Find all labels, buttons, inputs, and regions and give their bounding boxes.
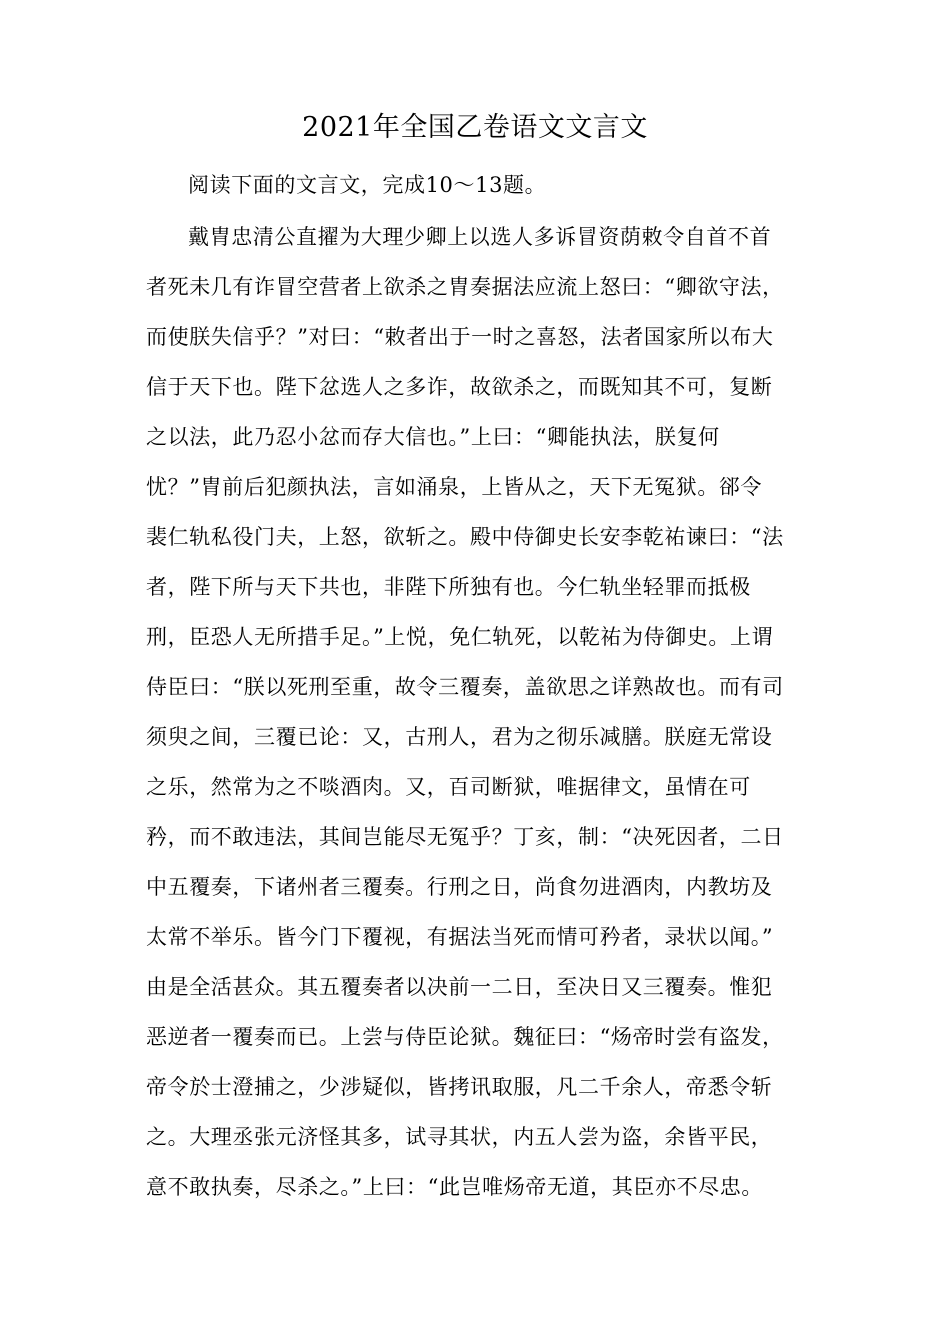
passage-line: 之以法，此乃忍小忿而存大信也。”上曰：“卿能执法，朕复何 bbox=[146, 425, 720, 449]
passage-line: 意不敢执奏，尽杀之。”上曰：“此岂唯炀帝无道，其臣亦不尽忠。 bbox=[146, 1175, 763, 1199]
passage-line: 中五覆奏，下诸州者三覆奏。行刑之日，尚食勿进酒肉，内教坊及 bbox=[146, 875, 773, 899]
passage-line: 戴胄忠清公直擢为大理少卿上以选人多诉冒资荫敕令自首不首 bbox=[188, 225, 772, 249]
passage-line: 须臾之间，三覆已论：又，古刑人，君为之彻乐减膳。朕庭无常设 bbox=[146, 725, 773, 749]
passage-line: 矜，而不敢违法，其间岂能尽无冤乎？丁亥，制：“决死因者，二日 bbox=[146, 825, 784, 849]
passage-line: 而使朕失信乎？”对曰：“敕者出于一时之喜怒，法者国家所以布大 bbox=[146, 325, 774, 349]
passage-line: 侍臣曰：“朕以死刑至重，故令三覆奏，盖欲思之详熟故也。而有司 bbox=[146, 675, 784, 699]
passage-line: 忧？”胄前后犯颜执法，言如涌泉，上皆从之，天下无冤狱。郤令 bbox=[146, 475, 763, 499]
passage-line: 者死未几有诈冒空营者上欲杀之胄奏据法应流上怒曰：“卿欲守法， bbox=[146, 275, 784, 299]
intro-paragraph bbox=[146, 160, 806, 210]
passage-line: 裴仁轨私役门夫，上怒，欲斩之。殿中侍御史长安李乾祐谏曰：“法 bbox=[146, 525, 784, 549]
passage-line: 刑，臣恐人无所措手足。”上悦，免仁轨死，以乾祐为侍御史。上谓 bbox=[146, 625, 774, 649]
passage-line: 太常不举乐。皆今门下覆视，有据法当死而情可矜者，录状以闻。” bbox=[146, 925, 774, 949]
passage-line: 之乐，然常为之不啖酒肉。又，百司断狱，唯据律文，虽情在可 bbox=[146, 775, 751, 799]
passage-line: 之。大理丞张元济怪其多，试寻其状，内五人尝为盗，余皆平民， bbox=[146, 1125, 773, 1149]
passage-line: 信于天下也。陛下忿选人之多诈，故欲杀之，而既知其不可，复断 bbox=[146, 375, 773, 399]
intro-line: 阅读下面的文言文，完成10～13题。 bbox=[188, 173, 547, 197]
passage-line: 者，陛下所与天下共也，非陛下所独有也。今仁轨坐轻罪而抵极 bbox=[146, 575, 751, 599]
passage-line: 恶逆者一覆奏而已。上尝与侍臣论狱。魏征曰：“炀帝时尝有盗发， bbox=[146, 1025, 784, 1049]
passage-line: 帝令於士澄捕之，少涉疑似，皆拷讯取服，凡二千余人，帝悉令斩 bbox=[146, 1075, 773, 1099]
document-title: 2021年全国乙卷语文文言文 bbox=[302, 112, 648, 143]
passage-paragraph bbox=[146, 212, 806, 1212]
passage-line: 由是全活甚众。其五覆奏者以决前一二日，至决日又三覆奏。惟犯 bbox=[146, 975, 773, 999]
